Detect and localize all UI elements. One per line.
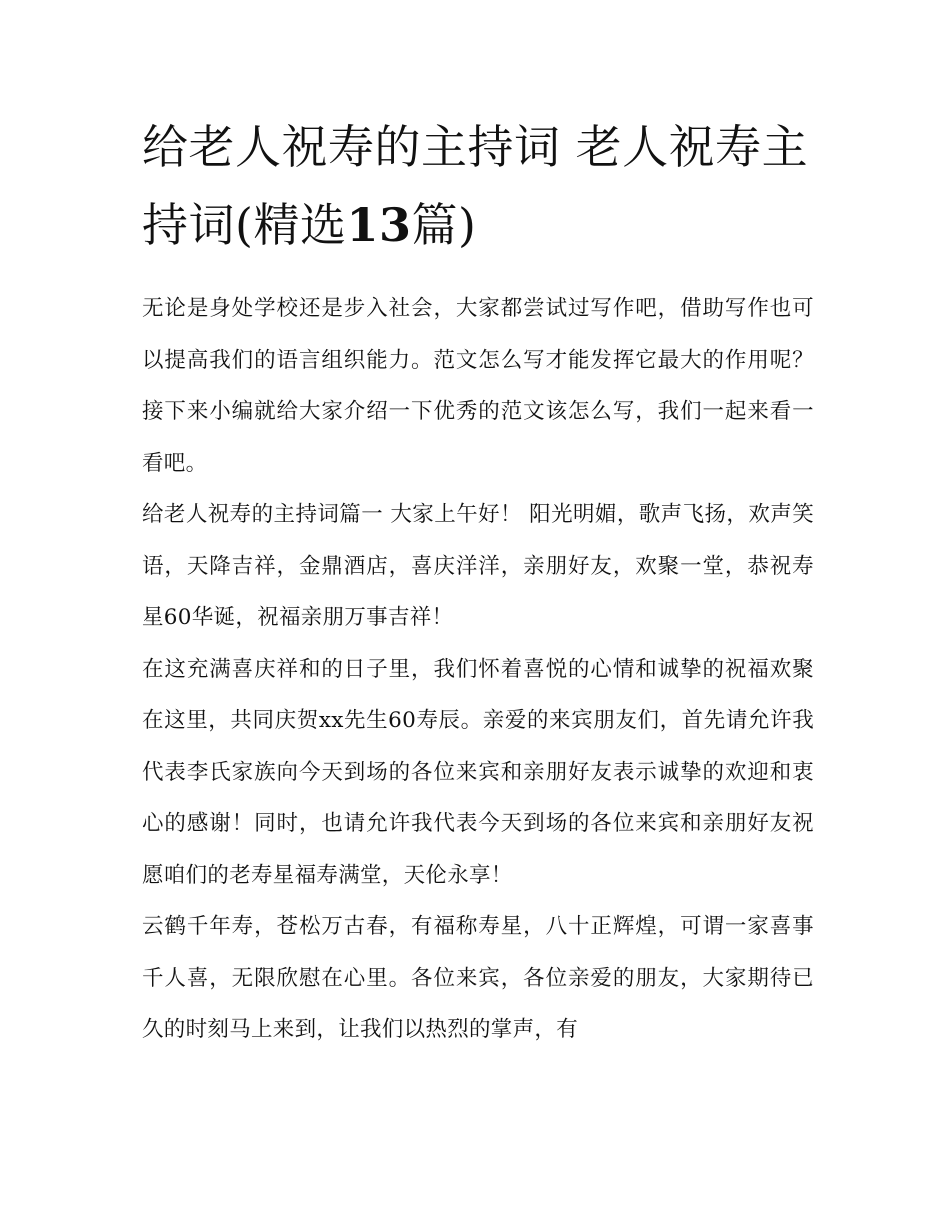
paragraph-blessing: 云鹤千年寿，苍松万古春，有福称寿星，八十正辉煌，可谓一家喜事千人喜，无限欣慰在心里。各位来宾，各位亲爱的朋友，大家期待已久的时刻马上来到，让我们以热烈的掌声，有 bbox=[142, 914, 814, 1042]
paragraph-welcome: 在这充满喜庆祥和的日子里，我们怀着喜悦的心情和诚挚的祝福欢聚在这里，共同庆贺xx先生60寿辰。亲爱的来宾朋友们，首先请允许我代表李氏家族向今天到场的各位来宾和亲朋好友表示诚挚的欢迎和衷心的感谢！同时，也请允许我代表今天到场的各位来宾和亲朋好友祝愿咱们的老寿星福寿满堂，天伦永享！ bbox=[142, 656, 814, 888]
paragraph-greeting: 给老人祝寿的主持词篇一 大家上午好！ 阳光明媚，歌声飞扬，欢声笑语，天降吉祥，金鼎酒店，喜庆洋洋，亲朋好友，欢聚一堂，恭祝寿星60华诞，祝福亲朋万事吉祥！ bbox=[142, 502, 814, 630]
title-suffix: 篇) bbox=[411, 198, 477, 252]
title-text: 给老人祝寿的主持词 老人祝寿主持词(精选 bbox=[142, 120, 809, 252]
document-body bbox=[142, 283, 814, 1056]
document-title bbox=[142, 108, 814, 264]
paragraph-intro: 无论是身处学校还是步入社会，大家都尝试过写作吧，借助写作也可以提高我们的语言组织能力。范文怎么写才能发挥它最大的作用呢？接下来小编就给大家介绍一下优秀的范文该怎么写，我们一起来看一看吧。 bbox=[142, 296, 814, 476]
document-page bbox=[142, 108, 814, 1056]
title-number: 13 bbox=[346, 198, 412, 252]
